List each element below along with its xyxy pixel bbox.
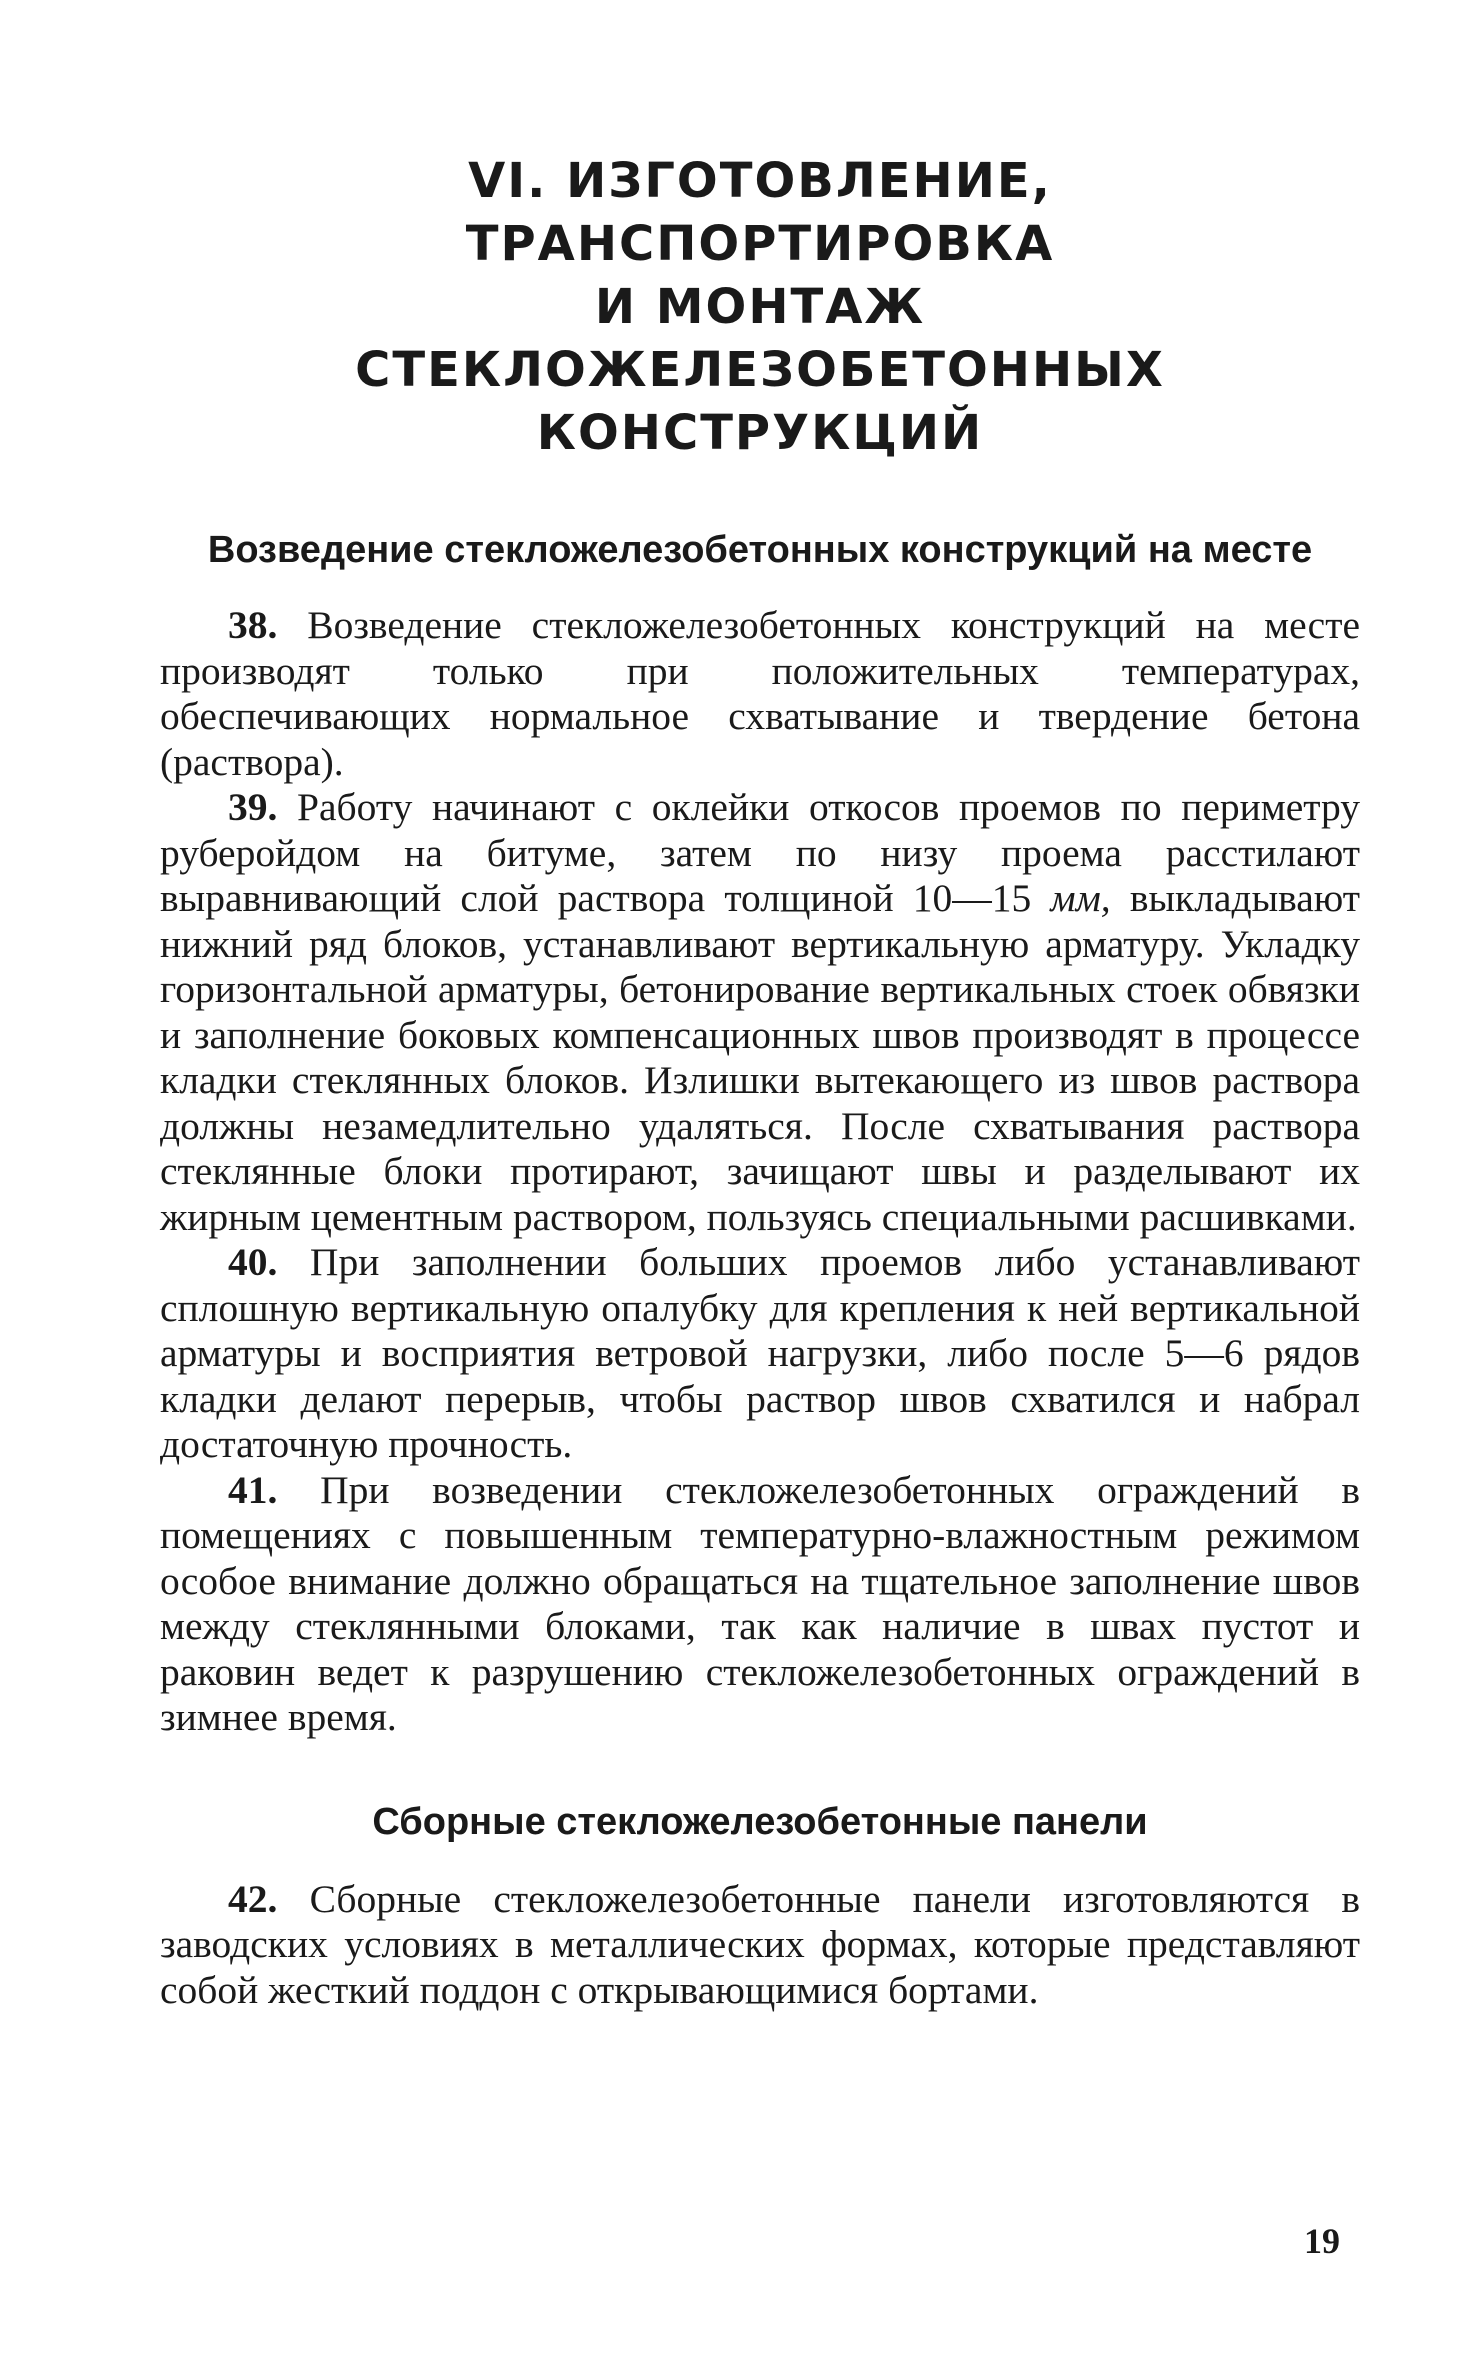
paragraph-text: При возведении стекложелезобетонных ограждений в помещениях с повышенным температурно-влажностным режимом особое внимание должно обращаться на тщательное заполнение швов между стеклянными блоками, так как наличие в швах пустот и раковин ведет к разрушению стекложелезобетонных ограждений в зимнее время.: [160, 1467, 1361, 1739]
paragraph-38: [160, 603, 1360, 785]
unit-label: мм,: [1050, 876, 1111, 920]
chapter-title-line-1: VI. ИЗГОТОВЛЕНИЕ, ТРАНСПОРТИРОВКА: [465, 153, 1055, 272]
paragraph-number: 40.: [228, 1240, 278, 1284]
chapter-title: [160, 150, 1360, 465]
section-heading-onsite: Возведение стекложелезобетонных конструкций на месте: [207, 529, 1313, 571]
paragraph-41: [160, 1468, 1360, 1741]
paragraph-text: Сборные стекложелезобетонные панели изготовляются в заводских условиях в металлических формах, которые представляют собой жесткий поддон с открывающимися бортами.: [160, 1876, 1360, 2012]
page-content: [160, 150, 1360, 2013]
paragraph-number: 42.: [228, 1876, 278, 1921]
paragraph-text: Работу начинают с оклейки откосов проемов по периметру руберойдом на битуме, затем по низу проема расстилают выравнивающий слой раствора толщиной 10—15: [160, 785, 1361, 920]
chapter-title-line-2: И МОНТАЖ СТЕКЛОЖЕЛЕЗОБЕТОННЫХ: [355, 279, 1165, 398]
section-heading-prefab-panels: Сборные стекложелезобетонные панели: [372, 1800, 1148, 1843]
paragraph-42: [160, 1877, 1360, 2014]
chapter-title-line-3: КОНСТРУКЦИЙ: [536, 405, 984, 461]
paragraph-text: При заполнении больших проемов либо устанавливают сплошную вертикальную опалубку для крепления к ней вертикальной арматуры и восприятия ветровой нагрузки, либо после 5—6 рядов кладки делают перерыв, чтобы раствор швов схватился и набрал достаточную прочность.: [160, 1240, 1361, 1466]
paragraph-number: 38.: [228, 603, 278, 647]
paragraph-40: [160, 1240, 1360, 1468]
paragraph-number: 39.: [228, 785, 278, 829]
paragraph-text: Возведение стекложелезобетонных конструкций на месте производят только при положительных температурах, обеспечивающих нормальное схватывание и твердение бетона (раствора).: [160, 603, 1360, 784]
paragraph-39: [160, 785, 1360, 1240]
page-number: 19: [1304, 2221, 1340, 2261]
paragraph-number: 41.: [228, 1467, 278, 1512]
paragraph-text-continued: выкладывают нижний ряд блоков, устанавливают вертикальную арматуру. Укладку горизонтальной арматуры, бетонирование вертикальных стоек обвязки и заполнение боковых компенсационных швов производят в процессе кладки стеклянных блоков. Излишки вытекающего из швов раствора должны незамедлительно удаляться. После схватывания раствора стеклянные блоки протирают, зачищают швы и разделывают их жирным цементным раствором, пользуясь специальными расшивками.: [160, 876, 1361, 1239]
